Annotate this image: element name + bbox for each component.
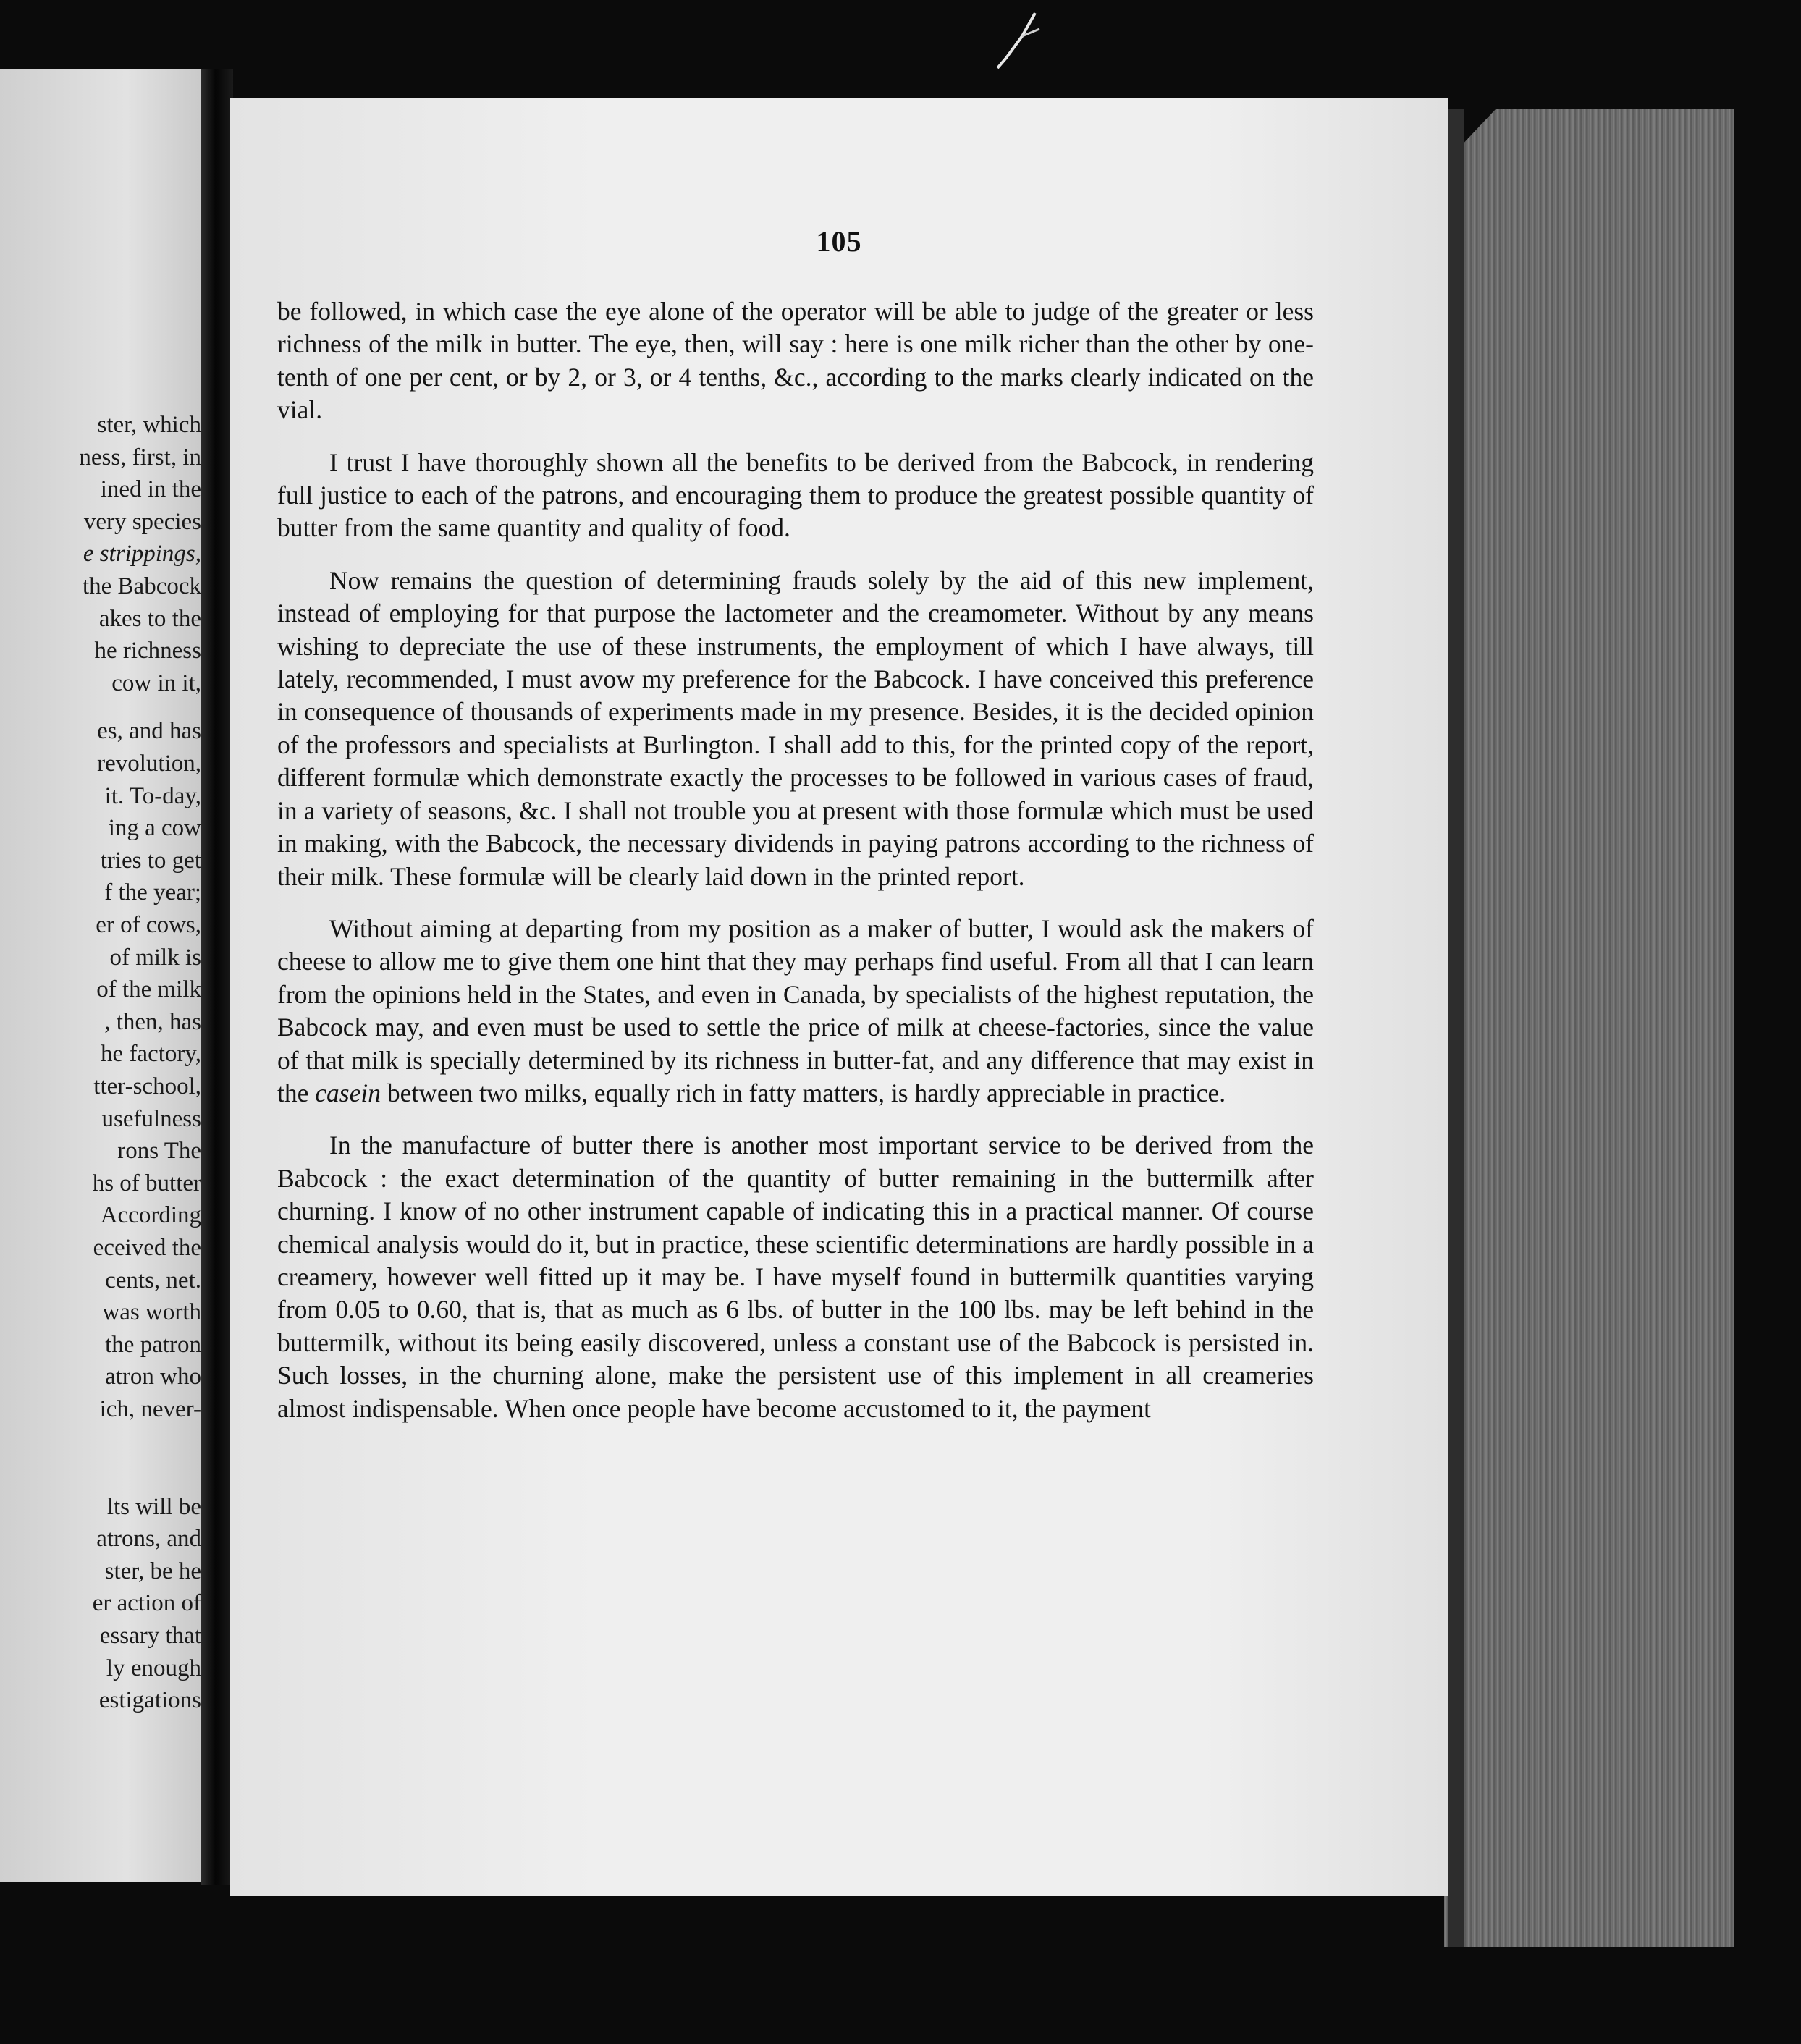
left-page-line: es, and has — [97, 718, 201, 745]
left-page-line: ness, first, in — [79, 444, 201, 470]
left-page-line: akes to the — [98, 605, 201, 632]
left-page-line: f the year; — [104, 879, 201, 906]
left-page-line: was worth — [102, 1299, 201, 1326]
left-page-line: eceived the — [93, 1235, 201, 1261]
left-page-line: er of cows, — [96, 912, 201, 938]
emphasis-casein: casein — [315, 1078, 381, 1107]
left-page-line: estigations — [98, 1687, 201, 1714]
left-page-line: ly enough — [106, 1655, 201, 1681]
paragraph-benefits: I trust I have thoroughly shown all the benefits to be derived from the Babcock, in rendering full justice to each of the patrons, and encouraging them to produce the greatest possible quantity of butter from the same quantity and quality of food. — [277, 447, 1314, 543]
left-page-line: er action of — [92, 1590, 201, 1617]
left-page-line: very species — [83, 508, 201, 535]
left-page-line: ster, which — [97, 412, 201, 438]
left-page-line: hs of butter — [92, 1170, 201, 1196]
left-page-line: ster, be he — [104, 1558, 201, 1584]
left-facing-page — [0, 69, 211, 1882]
book-gutter — [201, 69, 233, 1885]
left-page-line: ing a cow — [108, 815, 201, 842]
paragraph-buttermilk: In the manufacture of butter there is another most important service to be derived from the Babcock : the exact determination of the quantity of butter remaining in the buttermilk after churning. I know of no other instrument capable of indicating this in a practical manner. Of course chemical analysis would do it, but in practice, these scientific determinations are hardly possible in a creamery, however well fitted up it may be. I have myself found in buttermilk quantities varying from 0.05 to 0.60, that is, that as much as 6 lbs. of butter in the 100 lbs. may be left behind in the buttermilk, without its being easily discovered, unless a constant use of the Babcock is persisted in. Such losses, in the churning alone, make the persistent use of this implement in all creameries almost indispensable. When once people have become accustomed to it, the payment — [277, 1131, 1314, 1423]
left-page-line: lts will be — [106, 1493, 201, 1520]
left-page-line: e strippings, — [83, 541, 201, 567]
left-page-line: usefulness — [101, 1105, 201, 1132]
body-text — [277, 295, 1314, 1425]
left-page-line: atrons, and — [96, 1526, 201, 1553]
left-page-line: tter-school, — [93, 1073, 201, 1099]
left-page-line: it. To-day, — [104, 782, 201, 809]
left-page-line: the Babcock — [82, 573, 201, 599]
left-page-line: of the milk — [96, 976, 201, 1003]
left-page-line: ich, never- — [99, 1396, 201, 1422]
paragraph-continuation: be followed, in which case the eye alone of the operator will be able to judge of the greater or less richness of the milk in butter. The eye, then, will say : here is one milk richer than the other by one-tenth of one per cent, or by 2, or 3, or 4 tenths, &c., according to the marks clearly indicated on the vial. — [277, 297, 1314, 425]
left-page-line: tries to get — [100, 847, 201, 874]
paragraph-frauds: Now remains the question of determining frauds solely by the aid of this new implement, instead of employing for that purpose the lactometer and the creamometer. Without by any means wishing to depreciate the use of these instruments, the employment of which I have always, till lately, recommended, I must avow my preference for the Babcock. I have conceived this preference in consequence of thousands of experiments made in my presence. Besides, it is the decided opinion of the professors and specialists at Burlington. I shall add to this, for the printed copy of the report, different formulæ which demonstrate exactly the processes to be followed in various cases of fraud, in a variety of seasons, &c. I shall not trouble you at present with those formulæ which must be used in making, with the Babcock, the necessary dividends in paying patrons according to the richness of their milk. These formulæ will be clearly laid down in the printed report. — [277, 565, 1314, 891]
left-page-line: he richness — [94, 638, 201, 664]
left-page-line: rons The — [117, 1138, 201, 1165]
left-page-line: he factory, — [101, 1041, 201, 1068]
left-page-line: the patron — [105, 1331, 201, 1358]
left-page-line: revolution, — [97, 751, 201, 777]
left-page-line: , then, has — [104, 1008, 201, 1035]
book-fore-edge — [1444, 109, 1734, 1947]
scan-scratch-mark — [984, 7, 1050, 72]
page-number: 105 — [816, 225, 862, 258]
paragraph-cheese-makers: Without aiming at departing from my position as a maker of butter, I would ask the makers of cheese to allow me to give them one hint that they may perhaps find useful. From all that I can learn from the opinions held in the States, and even in Canada, by specialists of the highest reputation, the Babcock may, and even must be used to settle the price of milk at cheese-factories, since the value of that milk is specially determined by its richness in butter-fat, and any difference that may exist in the casein between two milks, equally rich in fatty matters, is hardly appreciable in practice. — [277, 913, 1314, 1107]
left-page-line: cents, net. — [105, 1267, 201, 1293]
left-page-line: of milk is — [109, 944, 201, 971]
left-page-line: cow in it, — [111, 670, 201, 696]
left-page-line: ined in the — [100, 476, 201, 503]
page-edge-shadow — [1448, 109, 1464, 1947]
left-page-line: essary that — [99, 1623, 201, 1649]
left-page-line: According — [100, 1202, 201, 1229]
left-page-line: atron who — [105, 1364, 201, 1390]
